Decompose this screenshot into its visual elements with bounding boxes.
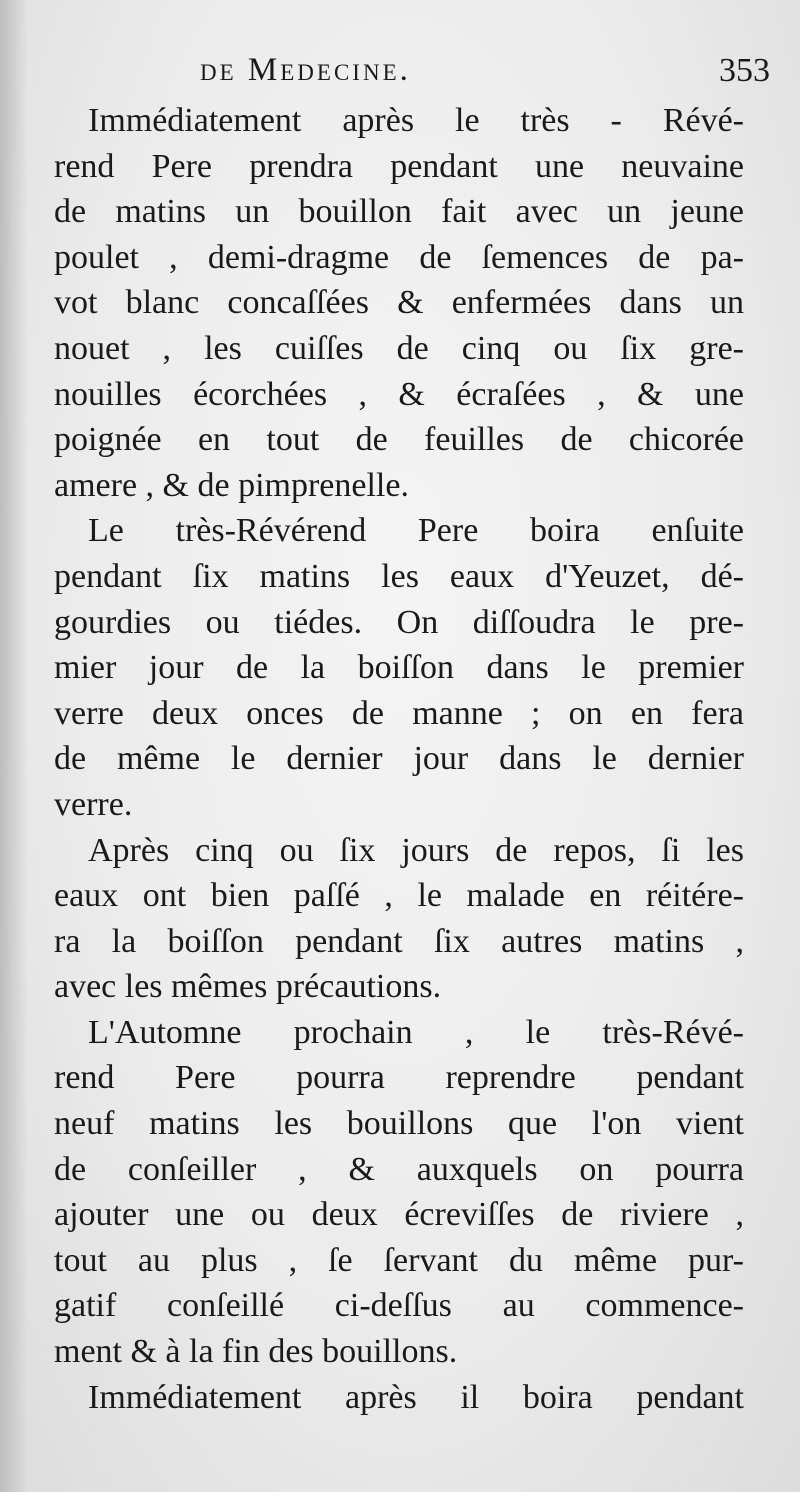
text-line: nouilles écorchées , & écraſées , & une	[54, 375, 744, 413]
text-line: verre.	[54, 785, 133, 823]
text-line: L'Automne prochain , le très-Révé-	[88, 1013, 744, 1051]
text-line: Le très-Révérend Pere boira enſuite	[88, 512, 744, 550]
paragraph	[54, 98, 744, 508]
text-line: de matins un bouillon fait avec un jeune	[54, 193, 744, 231]
text-line: ajouter une ou deux écreviſſes de riviere ,	[54, 1196, 744, 1234]
text-line: avec les mêmes précautions.	[54, 968, 442, 1006]
text-line: neuf matins les bouillons que l'on vient	[54, 1105, 744, 1143]
text-line: nouet , les cuiſſes de cinq ou ſix gre-	[54, 329, 744, 367]
text-line: tout au plus , ſe ſervant du même pur-	[54, 1241, 744, 1279]
text-line: amere , & de pimprenelle.	[54, 466, 409, 504]
text-line: ment & à la fin des bouillons.	[54, 1333, 458, 1371]
running-head: de Medecine.	[200, 52, 411, 88]
text-line: ra la boiſſon pendant ſix autres matins ,	[54, 922, 744, 960]
text-line: Après cinq ou ſix jours de repos, ſi les	[88, 831, 744, 869]
paragraph	[54, 828, 744, 1010]
page-header	[60, 52, 770, 96]
text-line: rend Pere prendra pendant une neuvaine	[54, 147, 744, 185]
text-line: Immédiatement après il boira pendant	[88, 1378, 744, 1416]
text-line: verre deux onces de manne ; on en fera	[54, 694, 744, 732]
paragraph	[54, 1010, 744, 1375]
gutter-shadow	[0, 0, 28, 1492]
paragraph	[54, 1375, 744, 1421]
text-line: rend Pere pourra reprendre pendant	[54, 1059, 744, 1097]
body-text	[54, 98, 744, 1420]
paragraph	[54, 508, 744, 827]
page-number: 353	[719, 52, 770, 89]
text-line: gourdies ou tiédes. On diſſoudra le pre-	[54, 603, 744, 641]
text-line: poulet , demi-dragme de ſemences de pa-	[54, 238, 744, 276]
text-line: eaux ont bien paſſé , le malade en réitére-	[54, 877, 744, 915]
text-line: poignée en tout de feuilles de chicorée	[54, 421, 744, 459]
text-line: de même le dernier jour dans le dernier	[54, 740, 744, 778]
text-line: pendant ſix matins les eaux d'Yeuzet, dé-	[54, 557, 744, 595]
text-line: vot blanc concaſſées & enfermées dans un	[54, 284, 744, 322]
text-line: mier jour de la boiſſon dans le premier	[54, 649, 744, 687]
text-line: de conſeiller , & auxquels on pourra	[54, 1150, 744, 1188]
text-line: Immédiatement après le très - Révé-	[88, 102, 744, 139]
text-line: gatif conſeillé ci-deſſus au commence-	[54, 1287, 744, 1325]
